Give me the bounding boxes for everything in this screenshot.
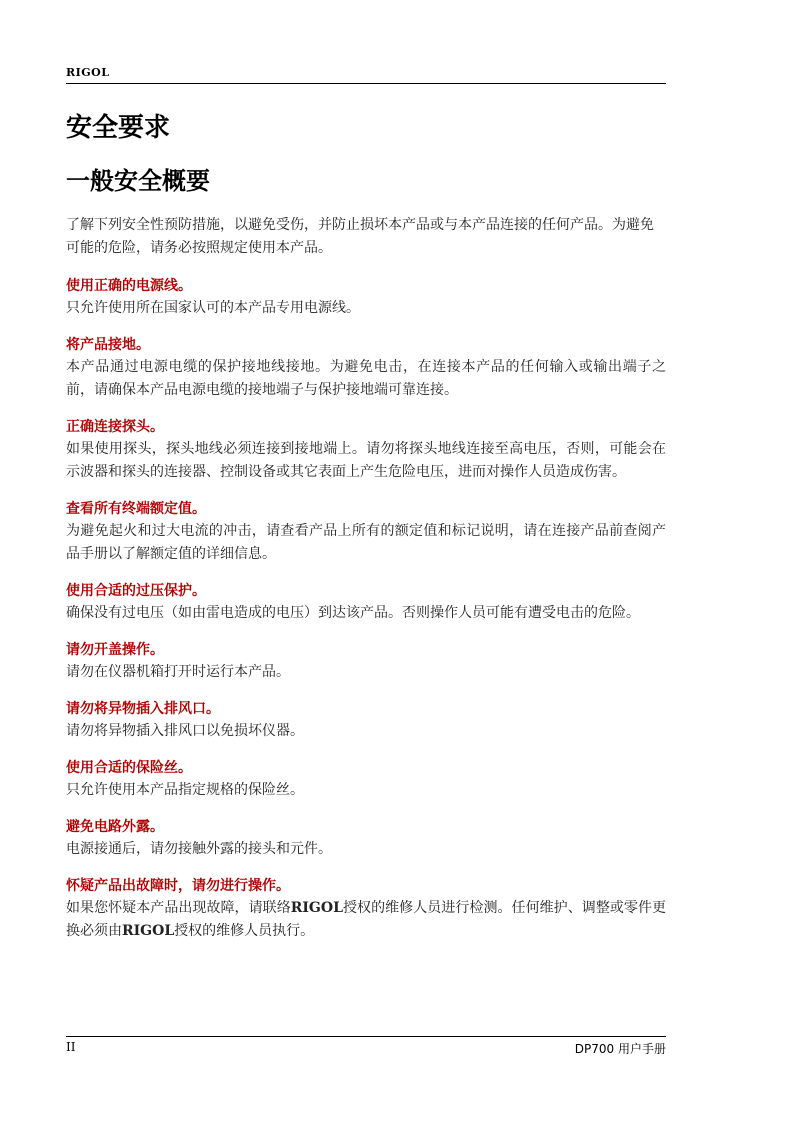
safety-item-body: 电源接通后，请勿接触外露的接头和元件。	[66, 841, 332, 857]
safety-items-list	[66, 276, 666, 958]
intro-paragraph: 了解下列安全性预防措施，以避免受伤，并防止损坏本产品或与本产品连接的任何产品。为避免可能的危险，请务必按照规定使用本产品。	[66, 217, 654, 256]
safety-item-heading: 使用合适的过压保护。	[66, 583, 206, 599]
safety-item-body	[66, 897, 666, 943]
safety-item-heading: 请勿开盖操作。	[66, 642, 164, 658]
safety-item-body: 请勿在仪器机箱打开时运行本产品。	[66, 664, 290, 680]
safety-item-body: 请勿将异物插入排风口以免损坏仪器。	[66, 723, 304, 739]
body-text: 如果您怀疑本产品出现故障，请联络	[66, 900, 291, 916]
body-text: 授权的维修人员进行检测。任何维护、调整或零件更换必须由	[66, 900, 667, 939]
safety-item	[66, 335, 666, 402]
section-title: 一般安全概要	[66, 167, 210, 195]
chapter-title: 安全要求	[66, 113, 171, 143]
safety-item-heading: 避免电路外露。	[66, 819, 164, 835]
safety-item	[66, 817, 666, 861]
safety-item	[66, 758, 666, 802]
safety-item	[66, 699, 666, 743]
safety-item-body: 确保没有过电压（如由雷电造成的电压）到达该产品。否则操作人员可能有遭受电击的危险。	[66, 605, 640, 621]
safety-item	[66, 640, 666, 684]
brand-name-inline: RIGOL	[122, 923, 175, 939]
header-brand: RIGOL	[66, 66, 110, 79]
page-number: II	[66, 1040, 76, 1054]
safety-item-heading: 怀疑产品出故障时，请勿进行操作。	[66, 878, 290, 894]
safety-item-body: 本产品通过电源电缆的保护接地线接地。为避免电击，在连接本产品的任何输入或输出端子之前，请确保本产品电源电缆的接地端子与保护接地端可靠连接。	[66, 359, 666, 398]
safety-item	[66, 581, 666, 625]
safety-item-body: 为避免起火和过大电流的冲击，请查看产品上所有的额定值和标记说明，请在连接产品前查阅产品手册以了解额定值的详细信息。	[66, 523, 666, 562]
safety-item-heading: 使用正确的电源线。	[66, 278, 192, 294]
footer-rule	[66, 1036, 666, 1037]
safety-item-body: 如果使用探头，探头地线必须连接到接地端上。请勿将探头地线连接至高电压，否则，可能会在示波器和探头的连接器、控制设备或其它表面上产生危险电压，进而对操作人员造成伤害。	[66, 441, 666, 480]
brand-name-inline: RIGOL	[290, 900, 343, 916]
safety-item-heading: 使用合适的保险丝。	[66, 760, 192, 776]
manual-name: DP700 用户手册	[574, 1042, 666, 1056]
safety-item	[66, 499, 666, 566]
safety-item-heading: 将产品接地。	[66, 337, 150, 353]
safety-item-body: 只允许使用所在国家认可的本产品专用电源线。	[66, 300, 360, 316]
document-page	[66, 0, 666, 1122]
header-rule	[66, 83, 666, 84]
safety-item-heading: 查看所有终端额定值。	[66, 501, 206, 517]
safety-item-body: 只允许使用本产品指定规格的保险丝。	[66, 782, 304, 798]
safety-item-last	[66, 876, 666, 943]
safety-item-heading: 请勿将异物插入排风口。	[66, 701, 220, 717]
safety-item	[66, 417, 666, 484]
body-text: 授权的维修人员执行。	[174, 923, 315, 939]
safety-item	[66, 276, 666, 320]
safety-item-heading: 正确连接探头。	[66, 419, 164, 435]
